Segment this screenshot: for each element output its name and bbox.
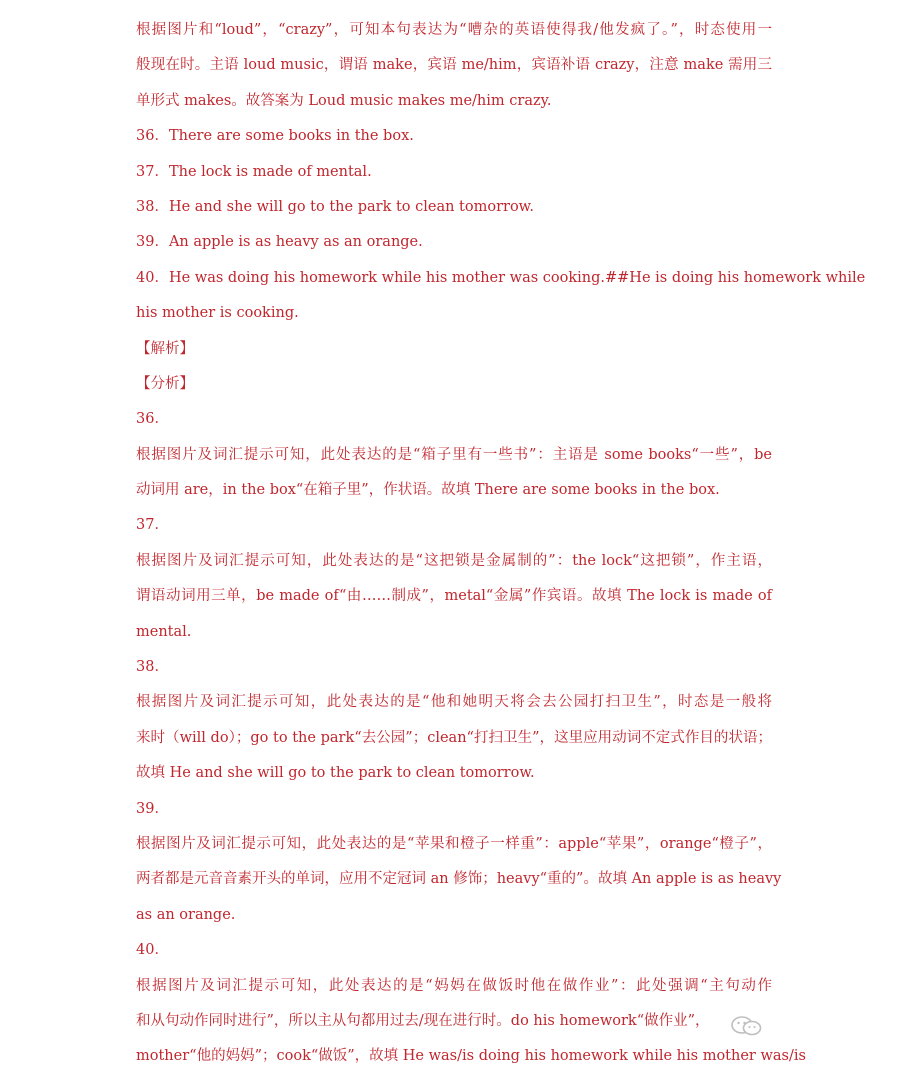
text-line: 根据图片及词汇提示可知，此处表达的是“箱子里有一些书”：主语是 some books“一些”，be (136, 446, 772, 463)
wechat-logo-icon (729, 1014, 765, 1038)
text-line: 39．An apple is as heavy as an orange. (136, 234, 423, 251)
text-line: 37． (136, 517, 169, 534)
text-line: 根据图片及词汇提示可知，此处表达的是“苹果和橙子一样重”：apple“苹果”，orange“橙子”， (136, 835, 772, 852)
text-line: mental. (136, 623, 192, 640)
text-line: 【分析】 (136, 375, 194, 392)
text-line: 两者都是元音音素开头的单词，应用不定冠词 an 修饰；heavy“重的”。故填 An apple is as heavy (136, 871, 782, 888)
text-line: 根据图片及词汇提示可知，此处表达的是“这把锁是金属制的”：the lock“这把锁”，作主语， (136, 552, 772, 569)
text-line: 动词用 are，in the box“在箱子里”，作状语。故填 There are some books in the box. (136, 482, 720, 499)
text-line: 故填 He and she will go to the park to clean tomorrow. (136, 765, 535, 782)
text-line: 单形式 makes。故答案为 Loud music makes me/him crazy. (136, 92, 552, 109)
text-line: his mother is cooking. (136, 305, 299, 322)
text-line: 36． (136, 411, 169, 428)
text-line: 谓语动词用三单，be made of“由……制成”，metal“金属”作宾语。故填 The lock is made of (136, 588, 772, 605)
text-line: 38．He and she will go to the park to clean tomorrow. (136, 198, 534, 215)
text-line: 40．He was doing his homework while his mother was cooking.##He is doing his homework while (136, 269, 866, 286)
text-line: 般现在时。主语 loud music，谓语 make，宾语 me/him，宾语补语 crazy，注意 make 需用三 (136, 57, 772, 74)
text-line: mother“他的妈妈”；cook“做饭”，故填 He was/is doing his homework while his mother was/is (136, 1048, 806, 1065)
text-line: 根据图片及词汇提示可知，此处表达的是“他和她明天将会去公园打扫卫生”，时态是一般将 (136, 694, 772, 711)
text-line: 根据图片和“loud”，“crazy”，可知本句表达为“嘈杂的英语使得我/他发疯了。”，时态使用一 (136, 22, 772, 38)
text-line: 根据图片及词汇提示可知，此处表达的是“妈妈在做饭时他在做作业”：此处强调“主句动作 (136, 977, 772, 994)
text-line: 【解析】 (136, 340, 194, 357)
text-line: 38． (136, 659, 169, 676)
text-line: 37．The lock is made of mental. (136, 163, 372, 180)
answer-explanation-text (136, 13, 866, 1075)
text-line: 36．There are some books in the box. (136, 128, 414, 145)
text-line: as an orange. (136, 906, 236, 923)
text-line: 来时（will do）；go to the park“去公园”；clean“打扫卫生”，这里应用动词不定式作目的状语； (136, 729, 772, 746)
text-line: 和从句动作同时进行”，所以主从句都用过去/现在进行时。do his homework“做作业”， (136, 1012, 710, 1029)
text-line: 39． (136, 800, 169, 817)
text-line: 40． (136, 942, 169, 959)
